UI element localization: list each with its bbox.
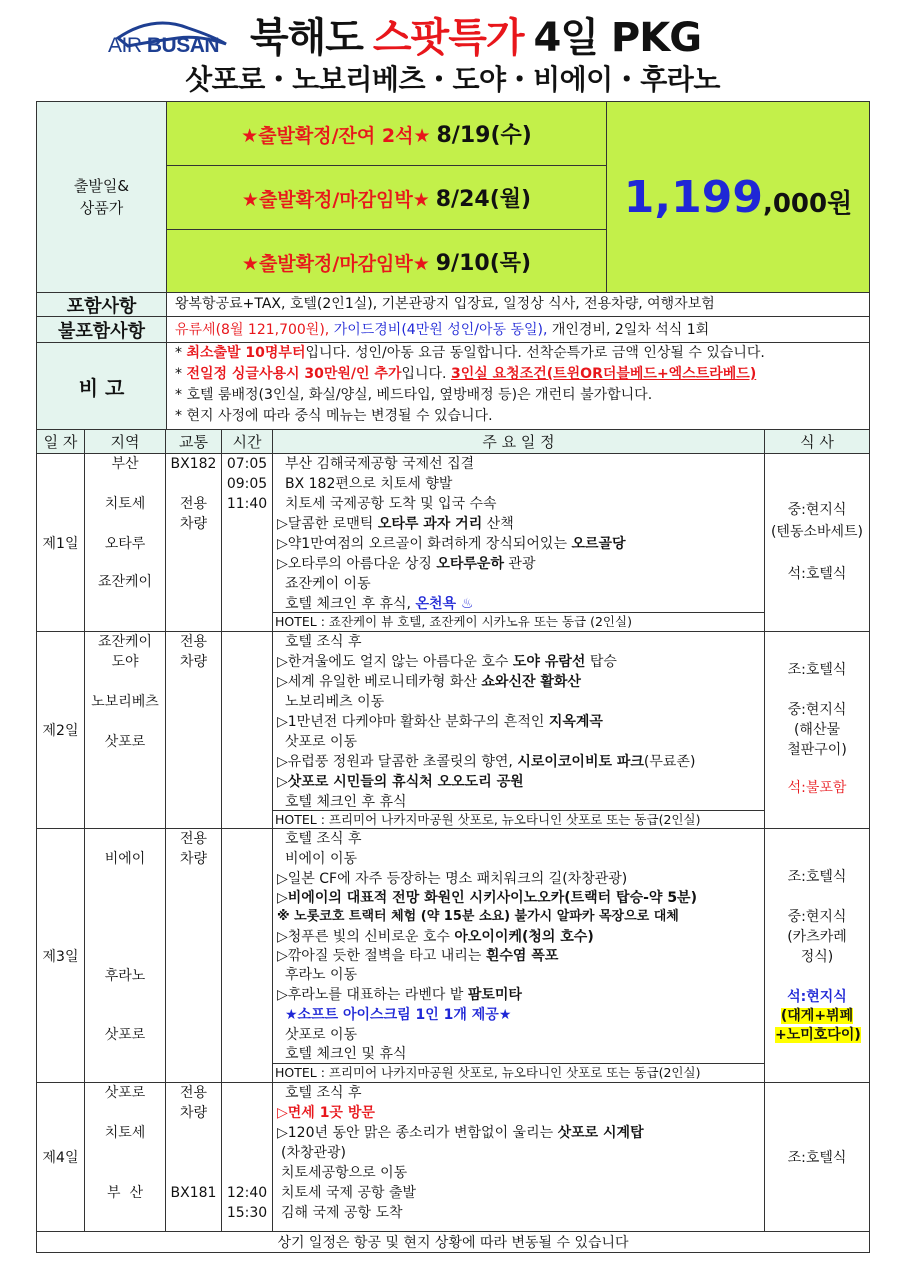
day4-meals <box>764 1082 870 1232</box>
day4-transport <box>165 1082 222 1232</box>
meal: 석:불포함 <box>787 780 847 796</box>
excluded-label-cell <box>36 316 167 343</box>
departure-status: ★출발확정/잔여 2석★ <box>241 125 431 147</box>
meal: 중:현지식 <box>787 502 847 518</box>
region: 비에이 <box>104 851 146 867</box>
day2-hotel: HOTEL : 프리미어 나카지마공원 삿포로, 뉴오타니인 삿포로 또는 동급(2인실) <box>275 812 701 827</box>
region: 삿포로 <box>104 1027 146 1043</box>
time: 09:05 <box>226 476 268 492</box>
day1-hotel: HOTEL : 죠잔케이 뷰 호텔, 죠잔케이 시카노유 또는 동급 (2인실) <box>275 614 632 629</box>
transport: 차량 <box>179 516 208 532</box>
transport: 전용 <box>179 496 208 512</box>
schedule-line: 호텔 체크인 및 휴식 <box>285 1046 407 1062</box>
region: 부산 <box>111 456 139 472</box>
transport: 전용 <box>179 1085 208 1101</box>
time: 11:40 <box>226 496 268 512</box>
meal: 중:현지식 <box>787 702 847 718</box>
excluded-cell <box>166 316 870 343</box>
schedule-line: 후라노 이동 <box>285 967 358 983</box>
region: 죠잔케이 <box>97 634 153 650</box>
remark-line-4: * 현지 사정에 따라 중식 메뉴는 변경될 수 있습니다. <box>175 408 493 424</box>
day1-schedule <box>272 453 765 632</box>
schedule-line: BX 182편으로 치토세 향발 <box>285 476 453 492</box>
departure-date: 8/19(수) <box>436 123 532 148</box>
day2-meals <box>764 631 870 829</box>
schedule-line: 호텔 조식 후 <box>285 1085 362 1101</box>
schedule-line: ▷삿포로 시민들의 휴식처 오오도리 공원 <box>277 774 524 790</box>
departure-label-line2: 상품가 <box>79 199 124 217</box>
schedule-line: ▷약1만여점의 오르골이 화려하게 장식되어있는 오르골당 <box>277 536 626 552</box>
day4-schedule <box>272 1082 765 1232</box>
day1-times <box>221 453 273 632</box>
day3-meals <box>764 828 870 1083</box>
day1-label: 제1일 <box>36 453 85 632</box>
day2-label: 제2일 <box>36 631 85 829</box>
schedule-line: 삿포로 이동 <box>285 734 358 750</box>
meal: (대게+뷔페 <box>780 1008 854 1024</box>
schedule-line: ▷유럽풍 정원과 달콤한 초콜릿의 향연, 시로이코이비토 파크(무료존) <box>277 754 696 770</box>
price-main: 1,199 <box>623 171 763 223</box>
day3-label: 제3일 <box>36 828 85 1083</box>
schedule-line: 호텔 조식 후 <box>285 831 362 847</box>
day3-regions <box>84 828 166 1083</box>
day2-transport <box>165 631 222 829</box>
air-busan-logo: AIR BUSAN <box>108 34 220 57</box>
schedule-line: 김해 국제 공항 도착 <box>281 1205 403 1221</box>
schedule-line: 노보리베츠 이동 <box>285 694 385 710</box>
included-label-cell <box>36 292 167 317</box>
remark-line-2: * 전일정 싱글사용시 30만원/인 추가입니다. 3인실 요청조건(트윈OR더블베드+엑스트라베드) <box>175 366 757 382</box>
schedule-line: 치토세공항으로 이동 <box>281 1165 408 1181</box>
col-header-region: 지역 <box>84 429 166 454</box>
departure-row-3 <box>166 229 607 293</box>
schedule-line: ▷달콤한 로맨틱 오타루 과자 거리 산책 <box>277 516 514 532</box>
region: 오타루 <box>104 536 146 552</box>
excluded-fuel: 유류세(8월 121,700원), <box>175 322 330 338</box>
departure-status: ★출발확정/마감임박★ <box>241 189 430 211</box>
time: 07:05 <box>226 456 268 472</box>
region: 노보리베츠 <box>91 694 159 710</box>
meal: 조:호텔식 <box>787 1150 847 1166</box>
day3-transport <box>165 828 222 1083</box>
meal: 석:호텔식 <box>787 566 847 582</box>
schedule-line: ▷깎아질 듯한 절벽을 타고 내리는 흰수염 폭포 <box>277 948 559 964</box>
schedule-line: ★소프트 아이스크림 1인 1개 제공★ <box>285 1007 512 1023</box>
col-header-schedule: 주 요 일 정 <box>272 429 765 454</box>
day1-transport <box>165 453 222 632</box>
time: 15:30 <box>226 1205 268 1221</box>
departure-date: 8/24(월) <box>435 187 532 212</box>
transport: 차량 <box>179 1105 208 1121</box>
departure-label-line1: 출발일& <box>73 177 130 195</box>
excluded-label: 불포함사항 <box>58 320 145 342</box>
remarks-label-cell <box>36 342 167 430</box>
remarks-cell <box>166 342 870 430</box>
transport: BX182 <box>170 456 217 472</box>
price-cell <box>606 101 870 293</box>
page-title: 북해도 스팟특가 4일 PKG <box>250 15 702 61</box>
included-cell <box>166 292 870 317</box>
col-header-transport: 교통 <box>165 429 222 454</box>
schedule-line: 치토세 국제공항 도착 및 입국 수속 <box>285 496 497 512</box>
meal: 조:호텔식 <box>787 869 847 885</box>
schedule-line: 호텔 체크인 후 휴식 <box>285 794 407 810</box>
meal: 철판구이) <box>787 742 847 758</box>
departure-date: 9/10(목) <box>435 250 532 276</box>
day1-meals <box>764 453 870 632</box>
meal: (텐동소바세트) <box>770 524 864 540</box>
departure-label-cell <box>36 101 167 293</box>
schedule-line: 호텔 체크인 후 휴식, 온천욕 ♨ <box>285 596 474 612</box>
region: 치토세 <box>104 496 146 512</box>
remark-line-3: * 호텔 룸배정(3인실, 화실/양실, 베드타입, 옆방배정 등)은 개런티 불가합니다. <box>175 387 653 403</box>
departure-row-1 <box>166 101 607 166</box>
day4-regions <box>84 1082 166 1232</box>
included-label: 포함사항 <box>66 295 137 317</box>
transport: 전용 <box>179 634 208 650</box>
schedule-line: ▷일본 CF에 자주 등장하는 명소 패치워크의 길(차창관광) <box>277 871 628 887</box>
day4-label: 제4일 <box>36 1082 85 1232</box>
region: 부 산 <box>107 1185 143 1201</box>
meal: (카츠카레 <box>787 929 847 945</box>
schedule-line: 죠잔케이 이동 <box>285 576 371 592</box>
time: 12:40 <box>226 1185 268 1201</box>
region: 도야 <box>111 654 139 670</box>
day2-schedule <box>272 631 765 829</box>
remarks-label: 비 고 <box>78 375 125 400</box>
day3-hotel: HOTEL : 프리미어 나카지마공원 삿포로, 뉴오타니인 삿포로 또는 동급(2인실) <box>275 1065 701 1080</box>
schedule-line: ▷오타루의 아름다운 상징 오타루운하 관광 <box>277 556 536 572</box>
region: 죠잔케이 <box>97 574 153 590</box>
transport: 전용 <box>179 831 208 847</box>
transport: 차량 <box>179 851 208 867</box>
schedule-line: ▷청푸른 빛의 신비로운 호수 아오이이케(청의 호수) <box>277 929 594 945</box>
region: 삿포로 <box>104 734 146 750</box>
schedule-line: 치토세 국제 공항 출발 <box>281 1185 417 1201</box>
included-text: 왕복항공료+TAX, 호텔(2인1실), 기본관광지 입장료, 일정상 식사, 전용차량, 여행자보험 <box>175 296 715 312</box>
schedule-line: 부산 김해국제공항 국제선 집결 <box>285 456 475 472</box>
departure-status: ★출발확정/마감임박★ <box>241 252 430 275</box>
meal: +노미호다이) <box>775 1027 861 1043</box>
transport: 차량 <box>179 654 208 670</box>
departure-row-2 <box>166 165 607 230</box>
schedule-line: ▷비에이의 대표적 전망 화원인 시키사이노오카(트랙터 탑승-약 5분) <box>277 890 697 906</box>
schedule-line: (차창관광) <box>281 1145 347 1161</box>
schedule-line: ▷후라노를 대표하는 라벤다 밭 팜토미타 <box>277 987 522 1003</box>
excluded-other: 개인경비, 2일차 석식 1회 <box>551 322 710 338</box>
meal: 중:현지식 <box>787 909 847 925</box>
schedule-line: ▷면세 1곳 방문 <box>277 1105 375 1121</box>
schedule-line: 비에이 이동 <box>285 851 358 867</box>
schedule-line: ▷1만년전 다케야마 활화산 분화구의 흔적인 지옥계곡 <box>277 714 603 730</box>
footer-notice: 상기 일정은 항공 및 현지 상황에 따라 변동될 수 있습니다 <box>36 1231 870 1253</box>
remark-line-1: * 최소출발 10명부터입니다. 성인/아동 요금 동일합니다. 선착순특가로 금액 인상될 수 있습니다. <box>175 345 765 361</box>
schedule-line: ▷세계 유일한 베로니테카형 화산 쇼와신잔 활화산 <box>277 674 581 690</box>
schedule-line: 삿포로 이동 <box>285 1027 358 1043</box>
day4-times <box>221 1082 273 1232</box>
excluded-guide: 가이드경비(4만원 성인/아동 동일), <box>333 322 548 338</box>
page-subtitle: 삿포로・노보리베츠・도야・비에이・후라노 <box>185 63 720 96</box>
region: 후라노 <box>104 968 146 984</box>
day3-schedule <box>272 828 765 1083</box>
price-suffix: ,000원 <box>762 188 853 219</box>
col-header-day: 일 자 <box>36 429 85 454</box>
transport: BX181 <box>170 1185 217 1201</box>
schedule-line: 호텔 조식 후 <box>285 634 362 650</box>
day3-times <box>221 828 273 1083</box>
region: 삿포로 <box>104 1085 146 1101</box>
schedule-line: ▷한겨울에도 얼지 않는 아름다운 호수 도야 유람선 탑승 <box>277 654 617 670</box>
meal: 조:호텔식 <box>787 662 847 678</box>
meal: (해산물 <box>793 722 841 738</box>
meal: 정식) <box>800 949 834 965</box>
day2-regions <box>84 631 166 829</box>
region: 치토세 <box>104 1125 146 1141</box>
day2-times <box>221 631 273 829</box>
day1-regions <box>84 453 166 632</box>
col-header-time: 시간 <box>221 429 273 454</box>
schedule-line: ※ 노롯코호 트랙터 체험 (약 15분 소요) 불가시 알파카 목장으로 대체 <box>277 909 679 924</box>
schedule-line: ▷120년 동안 맑은 종소리가 변함없이 울리는 삿포로 시계탑 <box>277 1125 644 1141</box>
meal: 석:현지식 <box>787 989 847 1005</box>
col-header-meal: 식 사 <box>764 429 870 454</box>
